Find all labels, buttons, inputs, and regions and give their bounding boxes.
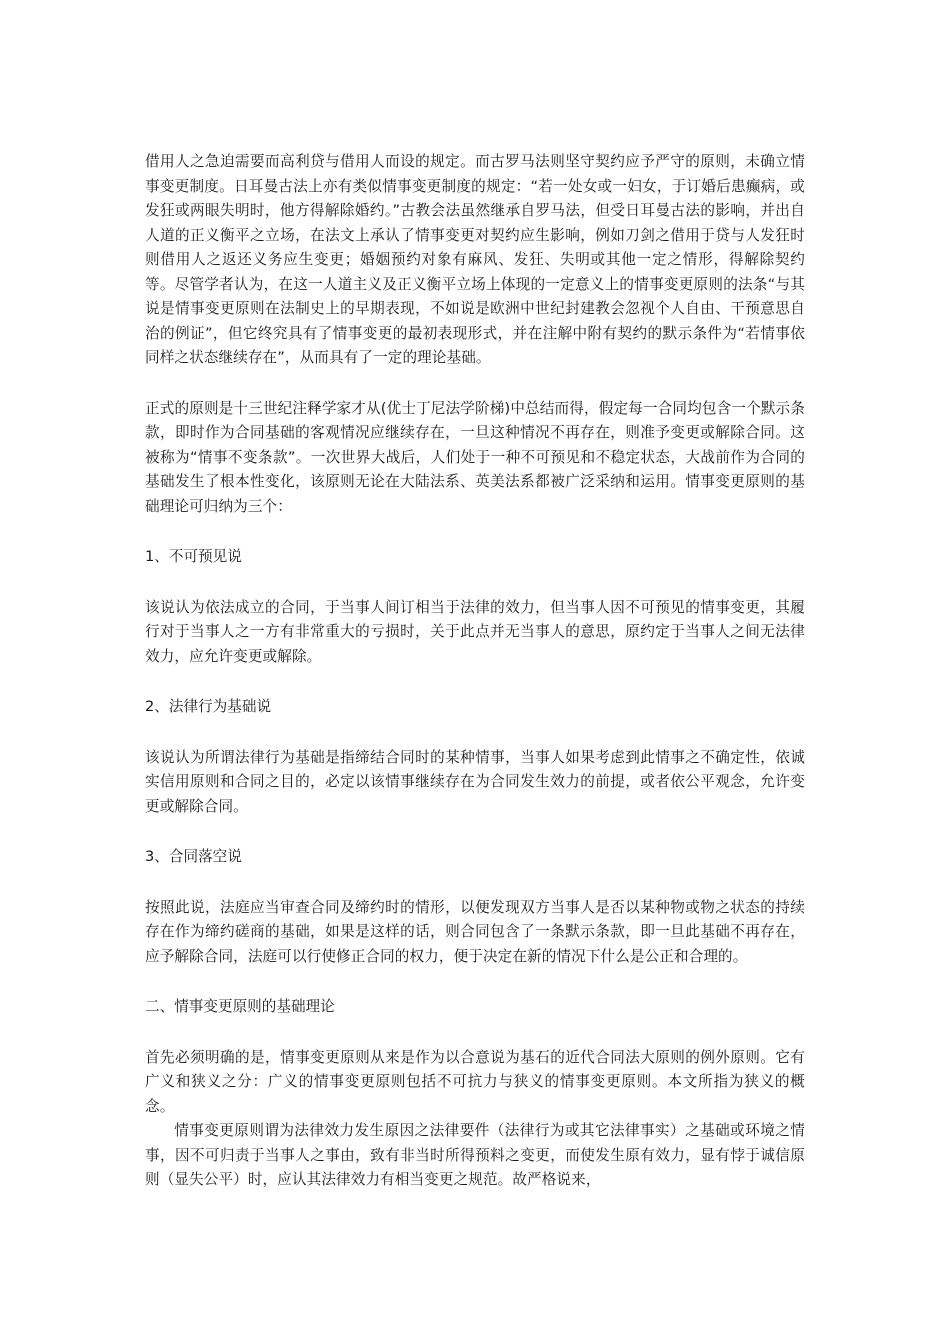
paragraph-unforeseeable-theory: 该说认为依法成立的合同，于当事人间订相当于法律的效力，但当事人因不可预见的情事变更，其履行对于当事人之一方有非常重大的亏损时，关于此点并无当事人的意思，原约定于当事人之间无法律效力，应允许变更或解除。 (145, 598, 805, 665)
document-page (145, 150, 805, 1193)
paragraph-history: 借用人之急迫需要而高利贷与借用人而设的规定。而古罗马法则坚守契约应予严守的原则，未确立情事变更制度。日耳曼古法上亦有类似情事变更制度的规定：“若一处女或一妇女，于订婚后患癫病，或发狂或两眼失明时，他方得解除婚约。”古教会法虽然继承自罗马法，但受日耳曼古法的影响，并出自人道的正义衡平之立场，在法文上承认了情事变更对契约应生影响，例如刀剑之借用于贷与人发狂时则借用人之返还义务应生变更；婚姻预约对象有麻风、发狂、失明或其他一定之情形，得解除契约等。尽管学者认为，在这一人道主义及正义衡平立场上体现的一定意义上的情事变更原则的法条“与其说是情事变更原则在法制史上的早期表现，不如说是欧洲中世纪封建教会忽视个人自由、干预意思自治的例证”，但它终究具有了情事变更的最初表现形式，并在注解中附有契约的默示条件为“若情事依同样之状态继续存在”，从而具有了一定的理论基础。 (145, 153, 805, 366)
section-heading-basic-theory: 二、情事变更原则的基础理论 (145, 998, 335, 1015)
paragraph-frustration-theory: 按照此说，法庭应当审查合同及缔约时的情形，以便发现双方当事人是否以某种物或物之状态的持续存在作为缔约磋商的基础，如果是这样的话，则合同包含了一条默示条款，即一旦此基础不再存在，应予解除合同，法庭可以行使修正合同的权力，便于决定在新的情况下什么是公正和合理的。 (145, 898, 805, 965)
heading-unforeseeable-theory: 1、不可预见说 (145, 548, 242, 565)
paragraph-formal-principle: 正式的原则是十三世纪注释学家才从(优士丁尼法学阶梯)中总结而得，假定每一合同均包含一个默示条款，即时作为合同基础的客观情况应继续存在，一旦这种情况不再存在，则准予变更或解除合同。这被称为“情事不变条款”。一次世界大战后，人们处于一种不可预见和不稳定状态，大战前作为合同的基础发生了根本性变化，该原则无论在大陆法系、英美法系都被广泛采纳和运用。情事变更原则的基础理论可归纳为三个： (145, 399, 805, 515)
paragraph-definition-scope: 首先必须明确的是，情事变更原则从来是作为以合意说为基石的近代合同法大原则的例外原则。它有广义和狭义之分：广义的情事变更原则包括不可抗力与狭义的情事变更原则。本文所指为狭义的概念。 (145, 1048, 805, 1115)
heading-legal-act-basis-theory: 2、法律行为基础说 (145, 698, 272, 715)
paragraph-legal-act-basis-theory: 该说认为所谓法律行为基础是指缔结合同时的某种情事，当事人如果考虑到此情事之不确定性，依诚实信用原则和合同之目的，必定以该情事继续存在为合同发生效力的前提，或者依公平观念，允许变更或解除合同。 (145, 748, 805, 815)
paragraph-definition: 情事变更原则谓为法律效力发生原因之法律要件（法律行为或其它法律事实）之基础或环境之情事，因不可归责于当事人之事由，致有非当时所得预料之变更，而使发生原有效力，显有悖于诚信原则（显失公平）时，应认其法律效力有相当变更之规范。故严格说来， (145, 1122, 805, 1188)
heading-frustration-theory: 3、合同落空说 (145, 848, 242, 865)
